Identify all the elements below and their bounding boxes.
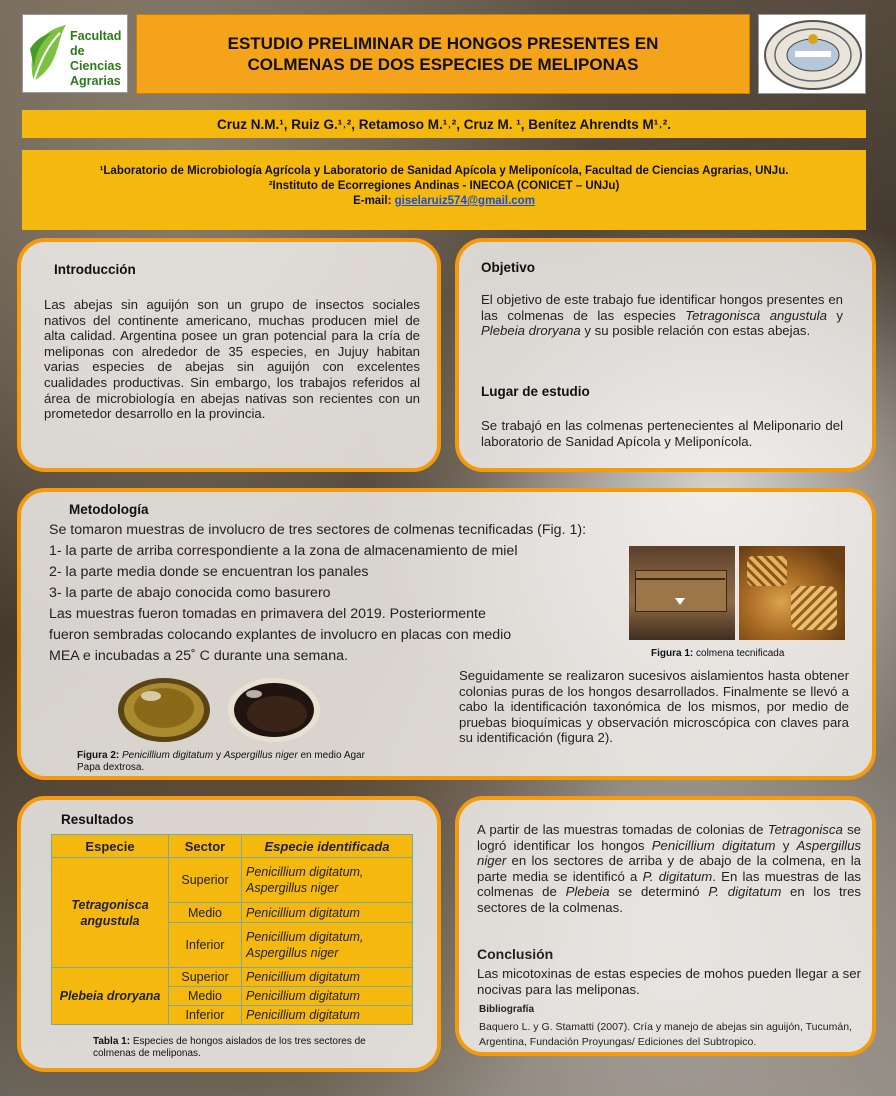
- method-line: MEA e incubadas a 25˚ C durante una semana.: [49, 648, 348, 664]
- fungi-cell: Penicillium digitatum: [242, 903, 413, 923]
- metodologia-text-2: Seguidamente se realizaron sucesivos aislamientos hasta obtener colonias puras de los hongos desarrollados. Finalmente se llevó a cabo la identificación taxonómica de los mismos, por medio de pruebas bioquímicas y observación microscópica con claves para su identificación (figura 2).: [459, 668, 849, 746]
- table-row: [52, 858, 413, 903]
- objetivo-card: [455, 238, 876, 472]
- email-label: E-mail:: [353, 195, 395, 207]
- sector-cell: Inferior: [169, 923, 242, 968]
- lugar-heading: Lugar de estudio: [481, 384, 590, 399]
- poster-title: [136, 14, 750, 94]
- conclusion-text: Las micotoxinas de estas especies de mohos pueden llegar a ser nocivas para las meliponas.: [477, 966, 861, 997]
- table-row: [52, 968, 413, 987]
- col-header: Especie identificada: [242, 835, 413, 858]
- method-line: 3- la parte de abajo conocida como basurero: [49, 585, 331, 601]
- sector-cell: Inferior: [169, 1006, 242, 1025]
- faculty-logo: [22, 14, 128, 93]
- title-line-2: COLMENAS DE DOS ESPECIES DE MELIPONAS: [247, 55, 639, 74]
- biblio-text: Baquero L. y G. Stamatti (2007). Cría y manejo de abejas sin aguijón, Tucumán, Argentina, Fundación Proyungas/ Ediciones del Subtropico.: [479, 1021, 852, 1048]
- objetivo-text: El objetivo de este trabajo fue identificar hongos presentes en las colmenas de las especies Tetragonisca angustula y Plebeia droryana y su posible relación con estas abejas.: [481, 292, 843, 339]
- col-header: Sector: [169, 835, 242, 858]
- fig1-comb-photo: [739, 546, 845, 640]
- fungi-cell: Penicillium digitatum, Aspergillus niger: [242, 858, 413, 903]
- lugar-text: Se trabajó en las colmenas pertenecientes al Meliponario del laboratorio de Sanidad Apícola y Meliponícola.: [481, 418, 843, 449]
- fig2-caption: Figura 2: Penicillium digitatum y Aspergillus niger en medio Agar Papa dextrosa.: [77, 750, 365, 773]
- table-header-row: [52, 835, 413, 858]
- leaf-logo-icon: [26, 21, 70, 87]
- fungi-cell: Penicillium digitatum, Aspergillus niger: [242, 923, 413, 968]
- discussion-text: A partir de las muestras tomadas de colonias de Tetragonisca se logró identificar los hongos Penicillium digitatum y Aspergillus niger en los sectores de arriba y de abajo de la colmena, en la parte media se identificó a P. digitatum. En las muestras de las colmenas de Plebeia se determinó P. digitatum en los tres sectores de la colmenas.: [477, 822, 862, 915]
- university-seal: [758, 14, 866, 94]
- method-line: 1- la parte de arriba correspondiente a la zona de almacenamiento de miel: [49, 543, 518, 559]
- affiliation-2: ²Instituto de Ecorregiones Andinas - INECOA (CONICET – UNJu): [268, 180, 620, 192]
- sector-cell: Medio: [169, 987, 242, 1006]
- intro-text: Las abejas sin aguijón son un grupo de insectos sociales nativos del continente americano, muchas producen miel de alta calidad. Argentina posee un gran potencial para la cría de meliponas con alrededor de 35 especies, en Jujuy habitan varias especies de abejas sin aguijón con excelentes cualidades productivas. Sin embargo, los trabajos referidos al área de microbiología en abejas nativas son recientes con un prometedor desarrollo en la provincia.: [44, 297, 420, 422]
- table-caption: Tabla 1: Especies de hongos aislados de los tres sectores de colmenas de meliponas.: [93, 1036, 366, 1059]
- intro-heading: Introducción: [54, 262, 136, 277]
- affiliation-1: ¹Laboratorio de Microbiología Agrícola y Laboratorio de Sanidad Apícola y Meliponícola, Facultad de Ciencias Agrarias, UNJu.: [99, 165, 789, 177]
- species-cell: Plebeia droryana: [52, 968, 169, 1025]
- metodologia-steps: [49, 520, 689, 667]
- email-link[interactable]: giselaruiz574@gmail.com: [394, 195, 535, 207]
- biblio-heading: Bibliografía: [479, 1004, 535, 1015]
- method-line: 2- la parte media donde se encuentran los panales: [49, 564, 369, 580]
- conclusion-heading: Conclusión: [477, 946, 554, 962]
- logo-text-line: Facultad: [70, 29, 122, 43]
- col-header: Especie: [52, 835, 169, 858]
- sector-cell: Superior: [169, 968, 242, 987]
- method-line: Se tomaron muestras de involucro de tres sectores de colmenas tecnificadas (Fig. 1):: [49, 522, 587, 538]
- fig2-petri-dishes: [109, 674, 339, 744]
- method-line: fueron sembradas colocando explantes de involucro en placas con medio: [49, 627, 512, 643]
- species-name: Plebeia droryana: [481, 323, 581, 339]
- fig1-hive-photo: [629, 546, 735, 640]
- conclusion-card: [455, 796, 876, 1056]
- fungi-cell: Penicillium digitatum: [242, 987, 413, 1006]
- objetivo-heading: Objetivo: [481, 260, 536, 275]
- affiliations-bar: [22, 150, 866, 230]
- authors-bar: [22, 110, 866, 138]
- fig1-caption: Figura 1: colmena tecnificada: [651, 648, 785, 659]
- fungi-cell: Penicillium digitatum: [242, 968, 413, 987]
- metodologia-heading: Metodología: [69, 502, 149, 517]
- logo-text-line: de Ciencias: [70, 44, 122, 73]
- intro-card: [17, 238, 441, 472]
- seal-icon: [761, 17, 865, 93]
- title-line-1: ESTUDIO PRELIMINAR DE HONGOS PRESENTES EN: [227, 34, 659, 53]
- logo-text-line: Agrarias: [70, 74, 121, 88]
- sector-cell: Superior: [169, 858, 242, 903]
- sector-cell: Medio: [169, 903, 242, 923]
- species-name: Tetragonisca angustula: [685, 307, 827, 323]
- method-line: Las muestras fueron tomadas en primavera del 2019. Posteriormente: [49, 606, 486, 622]
- resultados-card: [17, 796, 441, 1072]
- fungi-cell: Penicillium digitatum: [242, 1006, 413, 1025]
- species-cell: Tetragonisca angustula: [52, 858, 169, 968]
- resultados-heading: Resultados: [61, 812, 134, 827]
- authors: Cruz N.M.¹, Ruiz G.¹˒², Retamoso M.¹˒², Cruz M. ¹, Benítez Ahrendts M¹˒².: [217, 116, 671, 132]
- metodologia-card: [17, 488, 876, 780]
- results-table: [51, 834, 413, 1025]
